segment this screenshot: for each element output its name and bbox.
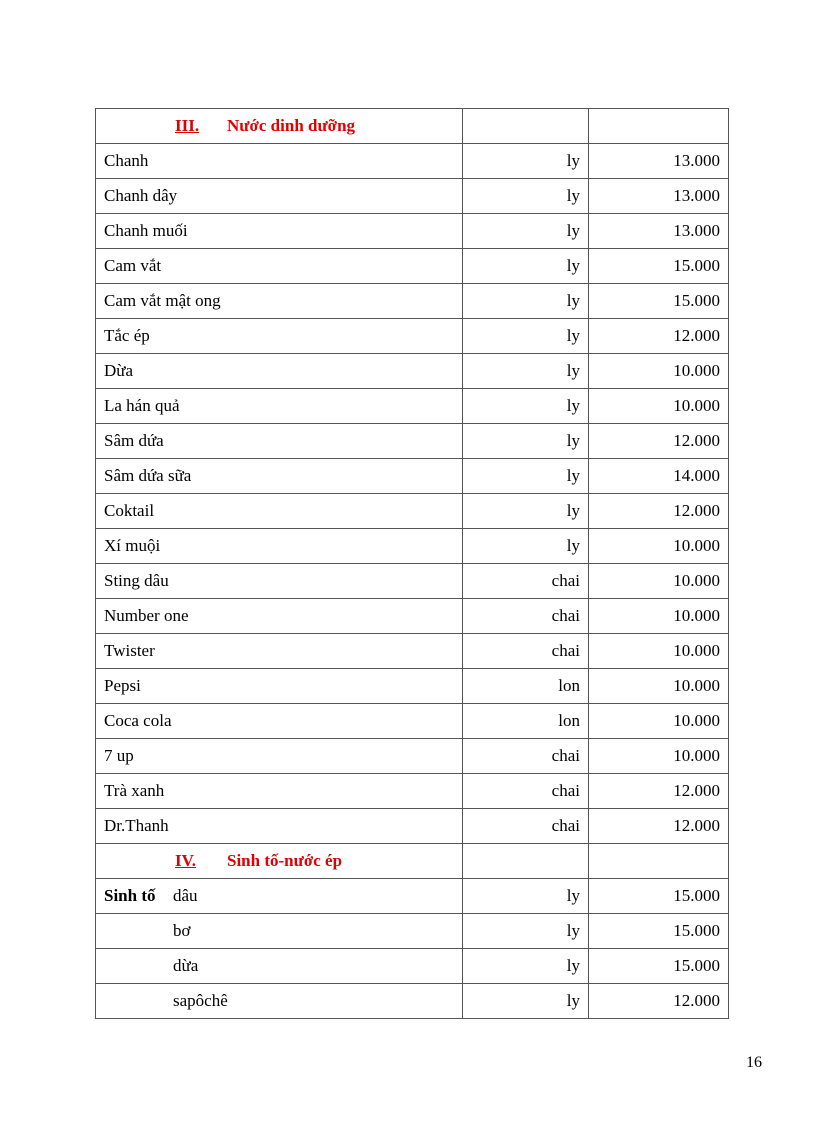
- item-name: Trà xanh: [104, 781, 165, 800]
- item-unit: ly: [463, 249, 589, 284]
- section-unit-cell: [463, 844, 589, 879]
- item-name: Dừa: [104, 361, 134, 380]
- table-row: [96, 214, 729, 249]
- item-name-cell: [96, 809, 463, 844]
- item-price: 15.000: [589, 284, 729, 319]
- section-price-cell: [589, 109, 729, 144]
- item-name: Sting dâu: [104, 571, 169, 590]
- table-row: [96, 599, 729, 634]
- section-title-cell: [96, 844, 463, 879]
- section-price-cell: [589, 844, 729, 879]
- item-name: Coktail: [104, 501, 155, 520]
- item-unit: ly: [463, 284, 589, 319]
- item-name-cell: [96, 984, 463, 1019]
- item-price: 14.000: [589, 459, 729, 494]
- section-title-cell: [96, 109, 463, 144]
- item-name-cell: [96, 179, 463, 214]
- item-unit: lon: [463, 704, 589, 739]
- item-unit: ly: [463, 529, 589, 564]
- section-header-row: [96, 109, 729, 144]
- item-price: 13.000: [589, 179, 729, 214]
- item-price: 10.000: [589, 564, 729, 599]
- item-name-cell: [96, 914, 463, 949]
- item-name: sapôchê: [173, 991, 228, 1010]
- page-number: 16: [746, 1054, 762, 1071]
- menu-table-body: [96, 109, 729, 1019]
- item-name-cell: [96, 249, 463, 284]
- item-name-cell: [96, 284, 463, 319]
- table-row: [96, 424, 729, 459]
- item-name-cell: [96, 634, 463, 669]
- item-unit: chai: [463, 739, 589, 774]
- item-unit: ly: [463, 389, 589, 424]
- item-name: Chanh: [104, 151, 149, 170]
- table-row: [96, 459, 729, 494]
- item-price: 12.000: [589, 424, 729, 459]
- item-price: 12.000: [589, 984, 729, 1019]
- item-name-cell: [96, 599, 463, 634]
- item-unit: ly: [463, 914, 589, 949]
- item-name: Pepsi: [104, 676, 141, 695]
- menu-price-table: [95, 108, 729, 1019]
- item-name-cell: [96, 529, 463, 564]
- item-unit: ly: [463, 179, 589, 214]
- item-name-cell: [96, 669, 463, 704]
- item-unit: lon: [463, 669, 589, 704]
- item-unit: chai: [463, 809, 589, 844]
- item-price: 12.000: [589, 774, 729, 809]
- item-name-cell: [96, 144, 463, 179]
- item-price: 10.000: [589, 739, 729, 774]
- section-title: Sinh tố-nước ép: [227, 851, 343, 870]
- item-name: Dr.Thanh: [104, 816, 169, 835]
- table-row: [96, 634, 729, 669]
- table-row: [96, 774, 729, 809]
- item-price: 15.000: [589, 879, 729, 914]
- item-price: 15.000: [589, 914, 729, 949]
- item-name: Sâm dứa sữa: [104, 466, 192, 485]
- table-row: [96, 354, 729, 389]
- table-row: [96, 669, 729, 704]
- item-name-cell: [96, 389, 463, 424]
- item-name-cell: [96, 704, 463, 739]
- item-price: 13.000: [589, 144, 729, 179]
- item-price: 10.000: [589, 354, 729, 389]
- item-name-cell: [96, 319, 463, 354]
- item-unit: chai: [463, 599, 589, 634]
- table-row: [96, 389, 729, 424]
- item-price: 10.000: [589, 669, 729, 704]
- item-name: Twister: [104, 641, 155, 660]
- item-unit: ly: [463, 424, 589, 459]
- table-row: [96, 984, 729, 1019]
- item-name-cell: [96, 949, 463, 984]
- item-name: 7 up: [104, 746, 134, 765]
- table-row: [96, 739, 729, 774]
- item-price: 15.000: [589, 949, 729, 984]
- table-row: [96, 494, 729, 529]
- item-name: Number one: [104, 606, 189, 625]
- table-row: [96, 809, 729, 844]
- item-price: 10.000: [589, 599, 729, 634]
- item-name-cell: [96, 564, 463, 599]
- item-price: 12.000: [589, 494, 729, 529]
- table-row: [96, 529, 729, 564]
- item-price: 13.000: [589, 214, 729, 249]
- table-row: [96, 284, 729, 319]
- item-name: bơ: [173, 921, 191, 940]
- table-row: [96, 949, 729, 984]
- item-name-cell: [96, 354, 463, 389]
- item-name: Chanh dây: [104, 186, 178, 205]
- item-unit: ly: [463, 319, 589, 354]
- item-name: La hán quả: [104, 396, 180, 415]
- item-unit: chai: [463, 774, 589, 809]
- table-row: [96, 249, 729, 284]
- item-name-cell: [96, 424, 463, 459]
- section-title: Nước dinh dưỡng: [227, 116, 356, 135]
- item-unit: ly: [463, 879, 589, 914]
- item-price: 10.000: [589, 389, 729, 424]
- item-price: 15.000: [589, 249, 729, 284]
- item-unit: chai: [463, 634, 589, 669]
- item-unit: ly: [463, 459, 589, 494]
- item-price: 12.000: [589, 809, 729, 844]
- item-price: 12.000: [589, 319, 729, 354]
- item-name-cell: [96, 774, 463, 809]
- item-price: 10.000: [589, 529, 729, 564]
- item-name-cell: [96, 214, 463, 249]
- item-name-cell: [96, 879, 463, 914]
- item-name: Coca cola: [104, 711, 172, 730]
- item-price: 10.000: [589, 634, 729, 669]
- table-row: [96, 144, 729, 179]
- item-unit: ly: [463, 984, 589, 1019]
- item-name: Sâm dứa: [104, 431, 164, 450]
- item-price: 10.000: [589, 704, 729, 739]
- table-row: [96, 914, 729, 949]
- item-unit: ly: [463, 354, 589, 389]
- table-row: [96, 319, 729, 354]
- item-name: Cam vắt mật ong: [104, 291, 221, 310]
- item-name: dừa: [173, 956, 199, 975]
- section-number: III.: [175, 116, 200, 135]
- section-header-row: [96, 844, 729, 879]
- section-number: IV.: [175, 851, 196, 870]
- group-label: Sinh tố: [104, 886, 156, 905]
- table-row: [96, 564, 729, 599]
- item-name: Xí muội: [104, 536, 161, 555]
- item-name: dâu: [173, 886, 198, 905]
- item-name-cell: [96, 459, 463, 494]
- item-name-cell: [96, 739, 463, 774]
- item-unit: ly: [463, 949, 589, 984]
- table-row: [96, 704, 729, 739]
- item-name-cell: [96, 494, 463, 529]
- item-name: Chanh muối: [104, 221, 188, 240]
- item-unit: chai: [463, 564, 589, 599]
- item-name: Tắc ép: [104, 326, 150, 345]
- item-unit: ly: [463, 214, 589, 249]
- section-unit-cell: [463, 109, 589, 144]
- item-unit: ly: [463, 144, 589, 179]
- item-name: Cam vắt: [104, 256, 162, 275]
- table-row: [96, 179, 729, 214]
- table-row: [96, 879, 729, 914]
- item-unit: ly: [463, 494, 589, 529]
